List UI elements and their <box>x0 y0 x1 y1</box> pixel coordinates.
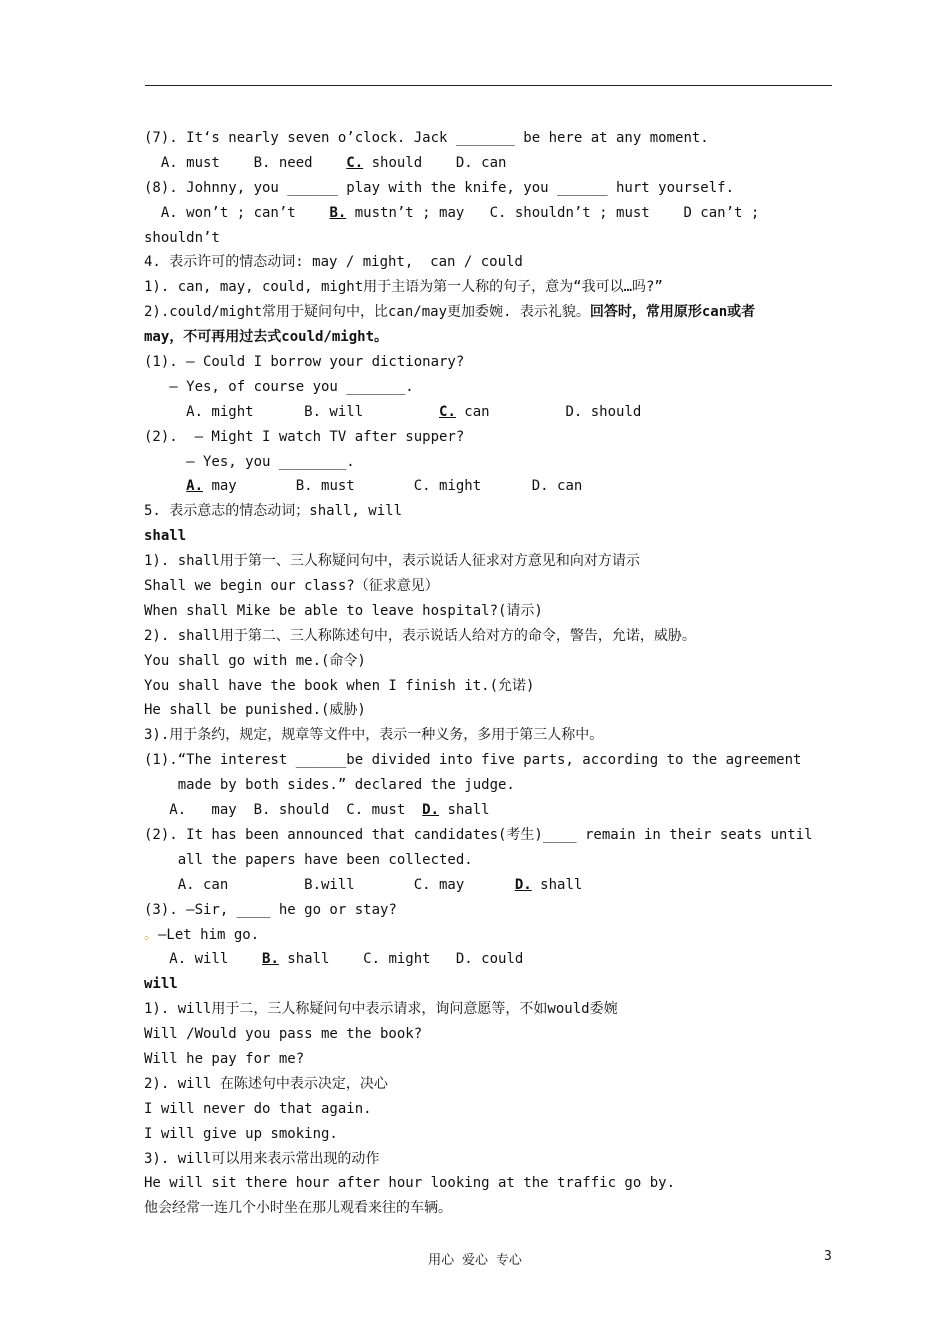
correct-answer: A. <box>186 478 204 495</box>
correct-answer: C. <box>439 403 456 420</box>
answer-options: A. can B.will C. may D. shall <box>144 876 583 893</box>
page-number: 3 <box>824 1249 832 1264</box>
correct-answer: C. <box>346 154 364 171</box>
text-line: 1). shall用于第一、三人称疑问句中，表示说话人征求对方意见和向对方请示 <box>144 553 640 570</box>
answer-options: A. must B. need C. should D. can <box>144 154 507 171</box>
question: (2). It has been announced that candidates(考生)____ remain in their seats until <box>144 826 813 843</box>
text-line: made by both sides.” declared the judge. <box>144 777 515 794</box>
text-line: 2). shall用于第二、三人称陈述句中，表示说话人给对方的命令，警告，允诺，威胁。 <box>144 627 696 644</box>
text-line: When shall Mike be able to leave hospital?(请示) <box>144 602 543 619</box>
correct-answer: B. <box>329 204 347 221</box>
text-line: He shall be punished.(威胁) <box>144 702 366 719</box>
text-line: You shall have the book when I finish it.(允诺) <box>144 677 535 694</box>
text-line: 2).could/might常用于疑问句中，比can/may更加委婉. 表示礼貌。回答时，常用原形can或者 <box>144 304 756 321</box>
text-line: may，不可再用过去式could/might。 <box>144 329 389 346</box>
text-line: 。—Let him go. <box>144 926 260 943</box>
section-heading: 4. 表示许可的情态动词: may / might, can / could <box>144 254 523 271</box>
text-line: 1). can, may, could, might用于主语为第一人称的句子，意为“我可以…吗?” <box>144 279 663 296</box>
question: (1). — Could I borrow your dictionary? <box>144 354 465 371</box>
answer-options: A. may B. should C. must D. shall <box>144 802 490 819</box>
section-heading: 5. 表示意志的情态动词；shall, will <box>144 503 403 520</box>
answer-options: A. will B. shall C. might D. could <box>144 951 524 968</box>
correct-answer: D. <box>422 802 440 819</box>
answer-options: A. might B. will C. can D. should <box>144 403 642 420</box>
question: (1).“The interest ______be divided into five parts, according to the agreement <box>144 752 802 769</box>
text-line: You shall go with me.(命令) <box>144 652 366 669</box>
header-rule <box>145 85 832 86</box>
text-line: 2). will 在陈述句中表示决定，决心 <box>144 1075 388 1092</box>
text-line: — Yes, you ________. <box>144 453 355 470</box>
footer-slogan: 用心 爱心 专心 <box>428 1253 522 1268</box>
text-line: Will he pay for me? <box>144 1050 305 1067</box>
subheading-will: will <box>144 976 178 993</box>
text-line: 1). will用于二，三人称疑问句中表示请求，询问意愿等，不如would委婉 <box>144 1001 618 1018</box>
subheading-shall: shall <box>144 528 187 545</box>
correct-answer: B. <box>262 951 279 968</box>
text-line: He will sit there hour after hour looking at the traffic go by. <box>144 1175 676 1192</box>
text-line: 他会经常一连几个小时坐在那儿观看来往的车辆。 <box>144 1200 452 1217</box>
text-line: (7). It‘s nearly seven o’clock. Jack _______ be here at any moment. <box>144 130 709 146</box>
text-line: 3).用于条约，规定，规章等文件中，表示一种义务，多用于第三人称中。 <box>144 727 604 744</box>
question: (2). — Might I watch TV after supper? <box>144 428 465 445</box>
answer-options: A. may B. must C. might D. can <box>186 478 583 495</box>
text-line: 3). will可以用来表示常出现的动作 <box>144 1150 380 1167</box>
text-line: all the papers have been collected. <box>144 851 473 868</box>
answer-options: A. won’t ; can’t B. mustn’t ; may C. shouldn’t ; must D can’t ; <box>144 204 760 221</box>
text-line: shouldn’t <box>144 229 220 246</box>
text-line: Shall we begin our class?（征求意见） <box>144 578 439 595</box>
text-line: I will never do that again. <box>144 1100 372 1117</box>
page-body <box>144 126 834 1221</box>
text-line: I will give up smoking. <box>144 1125 338 1142</box>
text-line: (8). Johnny, you ______ play with the knife, you ______ hurt yourself. <box>144 179 735 196</box>
text-line: Will /Would you pass me the book? <box>144 1026 423 1043</box>
text-line: — Yes, of course you _______. <box>144 378 414 395</box>
correct-answer: D. <box>514 876 532 893</box>
question: (3). —Sir, ____ he go or stay? <box>144 901 397 918</box>
